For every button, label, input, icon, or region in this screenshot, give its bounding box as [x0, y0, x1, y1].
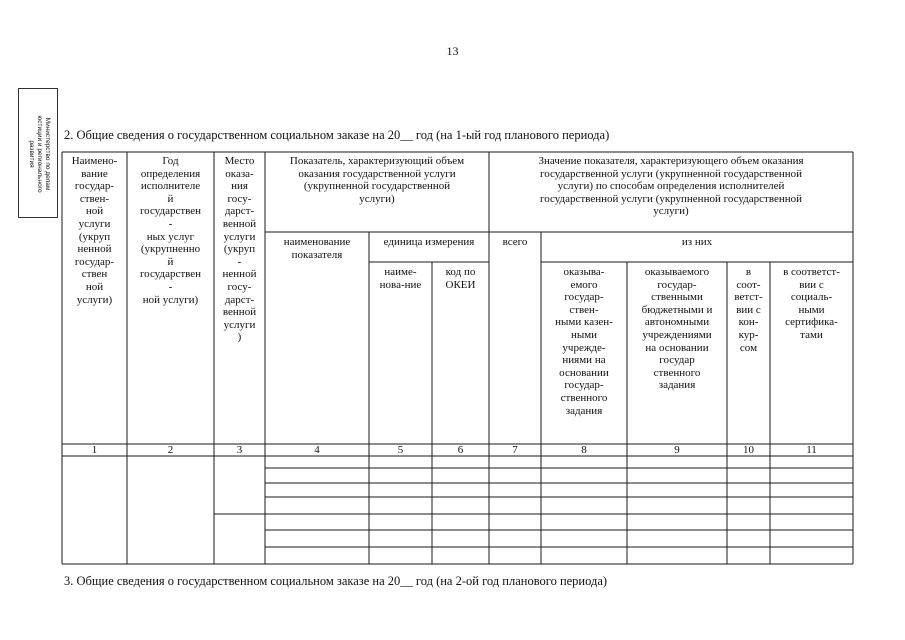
- header-by-state-institutions-text: оказыва- емого государ- ствен- ными казен- ными учрежде- ниями на основании государ- ственного задания: [555, 266, 613, 417]
- header-total-text: всего: [502, 236, 528, 248]
- header-unit-name: [369, 266, 432, 291]
- header-by-competition: [727, 266, 770, 354]
- header-indicator-name-text: наименование показателя: [283, 236, 351, 261]
- page-number: 13: [446, 44, 459, 58]
- header-of-which: [541, 236, 853, 249]
- header-by-certificates-text: в соответст- вии с социаль- ными сертифика- тами: [783, 266, 840, 341]
- header-year-text: Год определения исполнителе й государствен - ных услуг (укрупненно й государствен - ной услуги): [139, 155, 202, 306]
- column-number: 7: [512, 444, 518, 456]
- header-okei-code: [432, 266, 489, 291]
- column-number: 10: [743, 444, 754, 456]
- stamp-line: юстиции и регионального: [36, 115, 43, 193]
- header-total: [489, 236, 541, 249]
- header-place: [214, 155, 265, 344]
- header-unit-group-text: единица измерения: [383, 236, 475, 248]
- header-place-text: Место оказа- ния госу- дарст- венной услуги (укруп - ненной госу- дарст- венной услуги ): [222, 155, 257, 344]
- header-value-group-text: Значение показателя, характеризующего объем оказания государственной услуги (укрупненной государственной услуги) по способам определения исполнителей государственной услуги (укрупненной государственной услуги): [538, 155, 804, 218]
- stamp-line: развития: [28, 140, 35, 168]
- header-indicator-group: [265, 155, 489, 205]
- column-number: 9: [674, 444, 680, 456]
- header-by-budget-institutions: [627, 266, 727, 392]
- stamp-line: Министерство по делам: [44, 117, 51, 191]
- header-by-certificates: [770, 266, 853, 342]
- column-number: 4: [314, 444, 320, 456]
- header-year: [127, 155, 214, 306]
- header-of-which-text: из них: [681, 236, 713, 248]
- header-by-budget-institutions-text: оказываемого государ- ственными бюджетными и автономными учреждениями на основании государ ственного задания: [641, 266, 713, 392]
- header-indicator-group-text: Показатель, характеризующий объем оказания государственной услуги (укрупненной государственной услуги): [289, 155, 465, 205]
- column-number: 11: [806, 444, 817, 456]
- column-number: 8: [581, 444, 587, 456]
- header-service-name-text: Наимено- вание государ- ствен- ной услуги (укруп ненной государ- ствен ной услуги): [71, 155, 118, 306]
- column-number: 1: [91, 444, 98, 456]
- column-number: 3: [236, 444, 243, 456]
- header-service-name: [62, 155, 127, 306]
- section-2-title: 2. Общие сведения о государственном социальном заказе на 20__ год (на 1-ый год планового периода): [64, 128, 610, 142]
- header-indicator-name: [265, 236, 369, 261]
- header-unit-group: [369, 236, 489, 249]
- header-unit-name-text: наиме- нова-ние: [379, 266, 422, 291]
- column-number: 5: [397, 444, 404, 456]
- header-value-group: [489, 155, 853, 218]
- section-3-title: 3. Общие сведения о государственном социальном заказе на 20__ год (на 2-ой год планового периода): [64, 574, 608, 588]
- header-by-state-institutions: [541, 266, 627, 417]
- column-number: 6: [457, 444, 464, 456]
- column-number: 2: [167, 444, 174, 456]
- header-okei-code-text: код по ОКЕИ: [445, 266, 476, 291]
- header-by-competition-text: в соот- ветст- вии с кон- кур- сом: [734, 266, 763, 354]
